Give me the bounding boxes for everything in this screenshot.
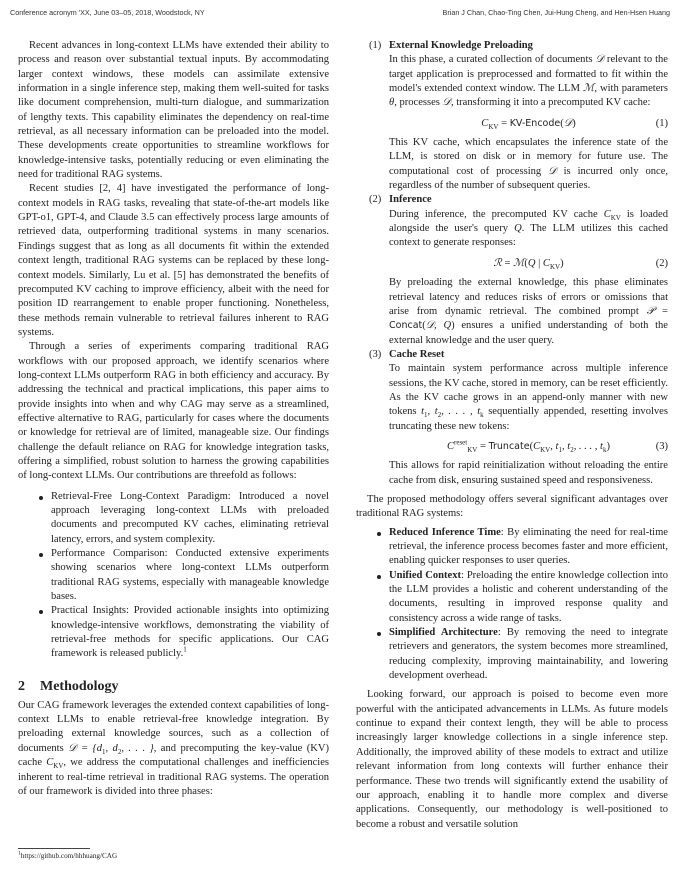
text-run: Retrieval-Free Long-Context Paradigm: Introduced a novel approach leveraging long-context LLMs with preloaded documents and precomputed KV caches, eliminating retrieval latency, errors, and system complexity. [51, 490, 329, 545]
math-symbol: , . . . , t [573, 440, 603, 452]
advantage-text: : By removing the need to integrate retrievers and generators, the system becomes more streamlined, reducing complexity, improving maintainability, and lowering development overhead. [389, 627, 668, 682]
text-run: ) [572, 117, 576, 129]
text-run: By preloading the external knowledge, this phase eliminates retrieval latency and reduces risks of errors or omissions that arise from dynamic retrieval. The combined prompt [389, 277, 668, 317]
text-run: = [498, 117, 510, 129]
math-symbol: ℳ [583, 83, 595, 95]
phase-number: (2) [369, 194, 382, 206]
math-subscript: KV [540, 446, 551, 455]
text-run: relevant to the target application is preprocessed and formatted to fit within the model's extended context window. The LLM [389, 54, 668, 95]
math-symbol: 𝒟 [595, 54, 604, 66]
phase-description [389, 53, 668, 110]
math-subscript: 2 [117, 747, 122, 756]
equation-body [493, 258, 563, 269]
phases-list [356, 39, 668, 488]
advantages-list [356, 526, 668, 684]
math-subscript: k [603, 446, 607, 455]
text-run: ( [560, 117, 564, 129]
phase-number: (1) [369, 40, 382, 51]
math-symbol: C [542, 257, 550, 269]
phase-title: Cache Reset [389, 348, 445, 360]
math-operator: KV-Encode [509, 117, 561, 129]
text-run: Recent advances in long-context LLMs have extended their ability to process and reason over substantial textual inputs. By accommodating larger context windows, these models can assimilate extensive information in a single inference step, making them well-suited for tasks like document comprehension, multi-turn dialogue, and summarization of lengthy texts. This capability eliminates the dependency on real-time retrieval, as all necessary information can be preloaded into the model. These developments create opportunities to streamline workflows for knowledge-intensive tasks, potentially reducing or even eliminating the need for traditional RAG systems. [18, 40, 329, 181]
text-run: Recent studies [2, 4] have investigated the performance of long-context models in RAG tasks, revealing that state-of-the-art models like GPT-o1, GPT-4, and Claude 3.5 can effectively process large amounts of retrieved data, outperforming traditional systems in many scenarios. Findings suggest that as long as all documents fit within the extended context length, traditional RAG systems can be replaced by these long-context models. Similarly, Lu et al. [5] has demonstrated the benefits of precomputed KV caching to improve efficiency, albeit with the need for position ID rearrangement to enable proper functioning. Nonetheless, these methods remain vulnerable to retrieval failures inherent to RAG systems. [18, 183, 329, 338]
math-subscript: k [480, 411, 484, 420]
equation-number: (1) [655, 117, 668, 129]
text-run: ) ensures a unified understanding of both the external knowledge and the user query. [389, 320, 668, 346]
text-run: Practical Insights: Provided actionable insights into optimizing knowledge-intensive workflows, demonstrating the viability of retrieval-free methods for specific applications. Our CAG framework is released publicly. [51, 605, 329, 660]
text-run: = [477, 440, 489, 452]
math-subscript: KV [549, 262, 561, 271]
text-run: is incurred only once, regardless of the number of subsequent queries. [389, 165, 669, 192]
contribution-item [51, 604, 329, 661]
superscript: reset [454, 438, 468, 447]
text-run: Our CAG framework leverages the extended context capabilities of long-context LLMs to enable retrieval-free knowledge integration. By preloading external knowledge sources, such as a collection of documents [18, 699, 329, 754]
right-column [356, 39, 668, 832]
footnote-divider [18, 848, 90, 849]
phase-item [369, 39, 669, 193]
math-symbol: C [481, 117, 489, 129]
advantage-text: : By eliminating the need for real-time retrieval, the inference process becomes faster and more efficient, enabling quicker responses to user queries. [389, 526, 668, 567]
math-symbol: C [603, 208, 611, 220]
equation-body [481, 118, 575, 129]
equation [389, 257, 668, 271]
running-header-authors: Brian J Chan, Chao-Ting Chen, Jui-Hung Cheng, and Hen-Hsen Huang [442, 8, 670, 17]
intro-paragraph-2 [18, 182, 329, 340]
phase-number: (3) [369, 348, 382, 360]
math-symbol: 𝒟 [563, 117, 573, 129]
math-subscript: 2 [570, 446, 574, 455]
contributions-list [18, 490, 329, 662]
phase-item [369, 193, 669, 347]
footnote-mark: 1 [18, 850, 21, 857]
advantage-item [389, 569, 668, 626]
left-column [18, 39, 329, 799]
math-symbol: θ [389, 97, 395, 109]
math-symbol: , t [550, 440, 559, 452]
equation-number: (3) [655, 440, 668, 452]
text-run: ( [524, 257, 528, 269]
text-run: | [535, 257, 543, 269]
contribution-item [51, 490, 329, 547]
math-symbol: Q [527, 257, 536, 269]
text-run: This allows for rapid reinitialization without reloading the entire cache from disk, ensuring sustained speed and responsiveness. [389, 460, 668, 486]
advantage-text: : Preloading the entire knowledge collection into the LLM provides a holistic and coherent understanding of the documents, resulting in improved response quality and consistency across a wide range of tasks. [389, 569, 669, 624]
text-run: In this phase, a curated collection of documents [389, 54, 596, 66]
math-subscript: KV [610, 213, 621, 222]
math-symbol: , t [561, 440, 571, 452]
math-symbol: 𝒟 = {d [68, 742, 102, 754]
text-run: , and precomputing the key-value (KV) cache [18, 742, 329, 769]
advantage-item [389, 626, 668, 683]
advantage-label: Simplified Architecture [389, 627, 498, 639]
advantage-label: Reduced Inference Time [389, 526, 501, 538]
phase-followup [389, 459, 668, 488]
text-run: This KV cache, which encapsulates the inference state of the LLM, is stored on disk or in memory for future use. The computational cost of processing [389, 137, 668, 177]
math-symbol: C [446, 440, 455, 452]
math-subscript: 2 [437, 411, 442, 420]
math-subscript: KV [53, 762, 64, 771]
math-symbol: 𝒫 [646, 305, 655, 317]
phase-description [389, 362, 668, 434]
intro-paragraph-3 [18, 340, 329, 483]
phase-description [389, 208, 668, 251]
math-subscript: KV [488, 122, 499, 131]
math-operator: Concat [389, 320, 423, 332]
advantage-item [389, 526, 668, 569]
text-run: Through a series of experiments comparing traditional RAG workflows with our proposed approach, we identify scenarios where long-context LLMs outperform RAG in both efficiency and accuracy. By addressing the technical and practical implications, this paper aims to provide insights into when and why CAG may serve as a streamlined, effective alternative to RAG, particularly for cases where the documents or knowledge for retrieval are of limited, manageable size. Our findings challenge the default reliance on RAG for knowledge integration tasks, offering a simplified, robust solution to harness the growing capabilities of long-context LLMs. Our contributions are threefold as follows: [18, 341, 329, 482]
text-run: = [501, 257, 514, 269]
contribution-item [51, 547, 329, 604]
advantages-intro: The proposed methodology offers several significant advantages over traditional RAG systems: [356, 493, 668, 520]
math-symbol: 𝒟 [442, 97, 451, 109]
text-run: , transforming it into a precomputed KV cache: [450, 97, 651, 109]
math-symbol: t [421, 406, 425, 418]
text-run: . The LLM utilizes this cached context to generate responses: [389, 223, 668, 249]
text-run: During inference, the precomputed KV cache [389, 208, 604, 220]
math-symbol: 𝒟 [548, 165, 557, 177]
text-run: To maintain system performance across multiple inference sessions, the KV cache, stored in memory, can be reset efficiently. As the KV cache grows in an append-only manner with new tokens [389, 363, 668, 418]
math-subscript: 1 [424, 411, 428, 420]
math-symbol: Q [514, 223, 522, 235]
text-run: , with parameters [594, 83, 669, 95]
section-heading [18, 679, 329, 695]
math-symbol: , t [427, 406, 438, 418]
superscript: 1 [183, 645, 187, 654]
phase-title: External Knowledge Preloading [389, 40, 533, 51]
math-symbol: C [46, 757, 54, 769]
math-operator: Truncate [488, 440, 530, 452]
footnote [18, 852, 117, 861]
section-number: 2 [18, 678, 25, 694]
advantage-label: Unified Context [389, 569, 462, 581]
math-subscript: 1 [558, 446, 562, 455]
math-symbol: 𝒟, Q [425, 320, 452, 332]
phase-followup [389, 136, 668, 193]
intro-paragraph-1 [18, 39, 329, 182]
equation [389, 440, 668, 454]
math-subscript: 1 [101, 747, 106, 756]
phase-item [369, 348, 668, 488]
text-run: = [654, 305, 669, 317]
phase-followup [389, 276, 668, 348]
text-run: , we address the computational challenges and inefficiencies inherent to real-time retrieval in traditional RAG systems. The operation of our framework is divided into three phases: [18, 757, 330, 797]
footnote-link[interactable]: https://github.com/hhhuang/CAG [20, 852, 118, 860]
math-symbol: , . . . , t [441, 406, 481, 418]
text-run: ) [606, 440, 611, 452]
math-symbol: , d [105, 742, 118, 754]
equation-body [446, 438, 611, 455]
text-run: ( [422, 320, 426, 332]
text-run: Performance Comparison: Conducted extensive experiments showing scenarios where long-context LLMs outperform traditional RAG systems, especially with manageable knowledge bases. [51, 548, 329, 603]
text-run: ) [560, 257, 564, 269]
phase-title: Inference [389, 194, 432, 206]
text-run: sequentially appended, resetting involves truncating these new tokens: [389, 406, 668, 432]
closing-paragraph: Looking forward, our approach is poised to become even more powerful with the anticipated advancements in LLMs. As future models continue to expand their context length, they will be able to process increasingly larger knowledge collections in a single inference step. Additionally, the improved ability of these models to extract and utilize relevant information from long contexts will further enhance their performance. These two trends will significantly extend the usability of our approach, enabling it to handle more complex and diverse applications. Consequently, our methodology is well-positioned to become a robust and versatile solution [356, 689, 668, 830]
equation [389, 117, 668, 131]
math-symbol: ℳ [513, 257, 525, 269]
math-symbol: C [533, 440, 541, 452]
text-run: is loaded alongside the user's query [389, 208, 669, 235]
running-header-venue: Conference acronym 'XX, June 03–05, 2018, Woodstock, NY [10, 8, 205, 17]
section-title: Methodology [40, 678, 119, 694]
math-symbol: , . . . } [121, 742, 154, 754]
methodology-paragraph [18, 699, 329, 799]
text-run: ( [529, 440, 534, 452]
math-subscript: KV [467, 446, 478, 455]
equation-number: (2) [655, 257, 668, 269]
math-symbol: ℛ [493, 257, 502, 269]
text-run: , processes [394, 97, 443, 109]
